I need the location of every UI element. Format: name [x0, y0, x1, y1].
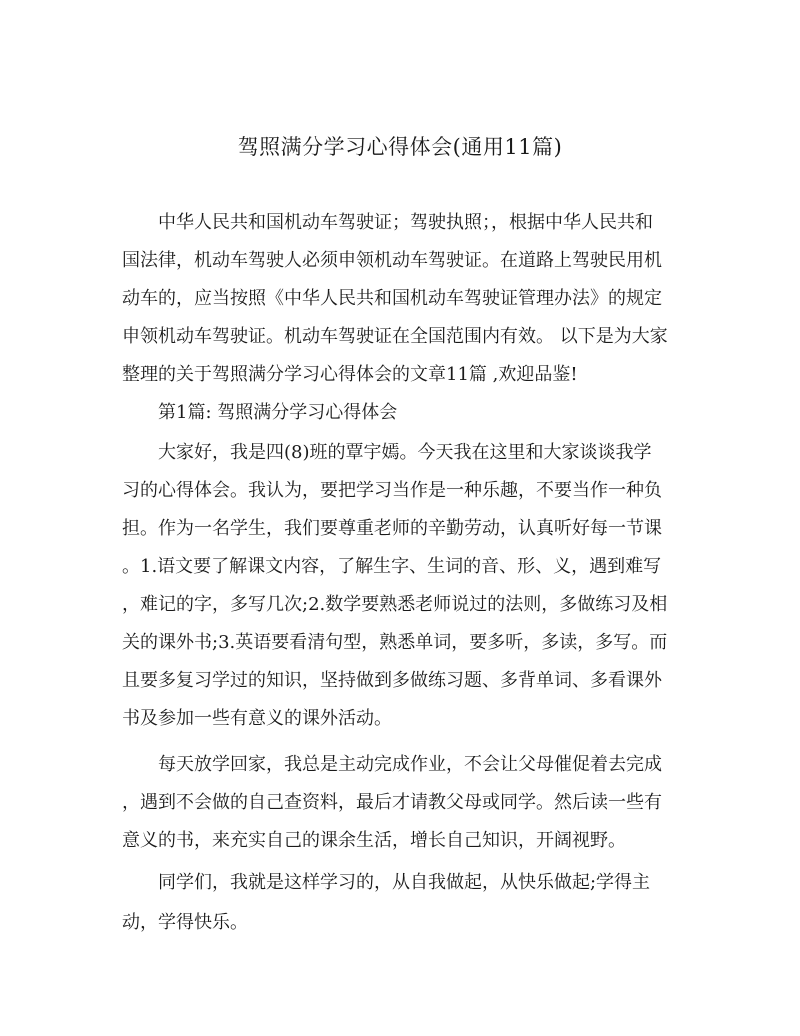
paragraph-line: 且要多复习学过的知识，坚持做到多做练习题、多背单词、多看课外 [122, 670, 662, 691]
paragraph-line: 书及参加一些有意义的课外活动。 [122, 708, 392, 729]
paragraph-line: 中华人民共和国机动车驾驶证；驾驶执照；，根据中华人民共和 [122, 212, 653, 233]
paragraph-line: 担。作为一名学生，我们要尊重老师的辛勤劳动，认真听好每一节课 [122, 518, 662, 539]
paragraph-line: 大家好，我是四(8)班的覃宇嫣。今天我在这里和大家谈谈我学 [122, 442, 652, 463]
paragraph-line: 整理的关于驾照满分学习心得体会的文章11篇 ,欢迎品鉴! [122, 364, 578, 385]
paragraph-line: 动车的，应当按照《中华人民共和国机动车驾驶证管理办法》的规定 [122, 288, 662, 309]
paragraph-line: ，遇到不会做的自己查资料，最后才请教父母或同学。然后读一些有 [122, 792, 662, 813]
paragraph-line: 同学们，我就是这样学习的，从自我做起，从快乐做起;学得主 [122, 872, 651, 893]
paragraph-line: 国法律，机动车驾驶人必须申领机动车驾驶证。在道路上驾驶民用机 [122, 250, 662, 271]
paragraph-line: 习的心得体会。我认为，要把学习当作是一种乐趣，不要当作一种负 [122, 480, 662, 501]
section-heading: 第1篇: 驾照满分学习心得体会 [122, 402, 398, 423]
paragraph-line: 。1.语文要了解课文内容，了解生字、生词的音、形、义，遇到难写 [122, 556, 662, 577]
paragraph-line: 意义的书，来充实自己的课余生活，增长自己知识，开阔视野。 [122, 830, 626, 851]
document-title: 驾照满分学习心得体会(通用11篇) [237, 135, 563, 159]
paragraph-line: 关的课外书;3.英语要看清句型，熟悉单词，要多听，多读，多写。而 [122, 632, 668, 653]
paragraph-line: 申领机动车驾驶证。机动车驾驶证在全国范围内有效。 以下是为大家 [122, 326, 668, 347]
paragraph-line: ，难记的字，多写几次;2.数学要熟悉老师说过的法则，多做练习及相 [122, 594, 668, 615]
paragraph-line: 动，学得快乐。 [122, 912, 248, 933]
paragraph-line: 每天放学回家，我总是主动完成作业，不会让父母催促着去完成 [122, 754, 662, 775]
